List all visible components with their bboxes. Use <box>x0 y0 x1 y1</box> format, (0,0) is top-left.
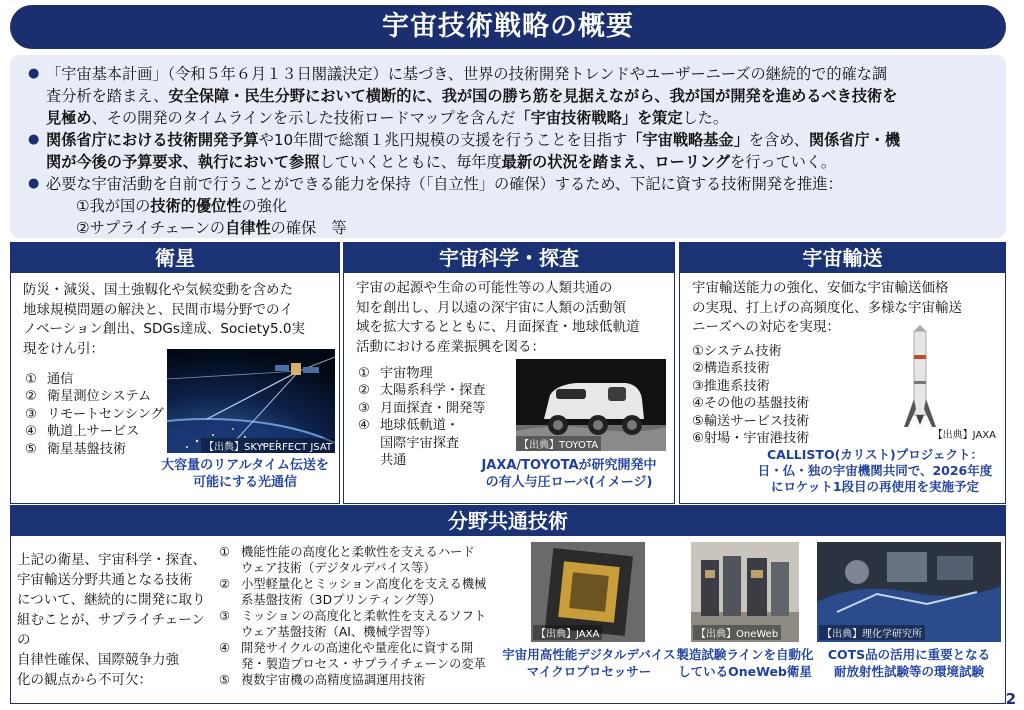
desc-line: 宇宙の起源や生命の可能性等の人類共通の <box>356 280 613 296</box>
caption-line: 大容量のリアルタイム伝送を <box>161 458 329 473</box>
bullet-3 <box>28 173 986 195</box>
image-credit: 【出典】TOYOTA <box>516 436 601 451</box>
desc-line: 域を拡大するとともに、月面探査・地球低軌道 <box>356 319 640 335</box>
sub-text: ②サプライチェーンの <box>76 219 226 237</box>
digital-device-image <box>531 542 645 642</box>
caption-line: 製造試験ラインを自動化 <box>676 647 814 662</box>
satellite-caption <box>151 457 339 491</box>
satellite-list <box>25 371 175 458</box>
science-header: 宇宙科学・探査 <box>344 243 674 273</box>
list-item <box>358 417 518 434</box>
list-item: ①システム技術 <box>692 344 782 359</box>
item-text: 宇宙物理 <box>380 366 433 381</box>
list-item <box>25 441 175 458</box>
sub-item-2 <box>28 217 986 239</box>
bullet-emphasis: 関が今後の予算要求、執行において参照 <box>46 153 320 171</box>
caption-line: の有人与圧ローバ(イメージ) <box>485 475 653 490</box>
list-item <box>219 544 509 576</box>
item-number: ③ <box>219 609 231 623</box>
item-text: 国際宇宙探査 <box>380 435 460 451</box>
item-text: 衛星測位システム <box>47 389 152 405</box>
item-number: ② <box>25 389 37 405</box>
desc-line: の実現、打上げの高頻度化、多様な宇宙輸送 <box>692 299 962 316</box>
satellite-panel <box>10 242 340 504</box>
caption-line: 可能にする光通信 <box>192 475 297 490</box>
transport-header: 宇宙輸送 <box>680 243 1005 273</box>
list-item: ⑥射場・宇宙港技術 <box>692 431 810 447</box>
item-number: ① <box>25 372 37 387</box>
satellite-description <box>11 273 339 359</box>
sub-emphasis: 技術的優位性 <box>150 197 242 215</box>
desc-line: 活動における産業振興を図る： <box>356 338 545 355</box>
item-line: 開発サイクルの高速化や量産化に資する開 <box>241 641 474 655</box>
desc-line: 宇宙輸送分野共通となる技術 <box>17 572 193 588</box>
common-tech-header: 分野共通技術 <box>11 506 1005 536</box>
list-item <box>219 576 509 608</box>
caption-line: COTS品の活用に重要となる <box>827 647 991 662</box>
item-text: 月面探査・開発等 <box>380 400 486 416</box>
list-item: ④その他の基盤技術 <box>692 396 810 412</box>
item-number <box>358 435 380 452</box>
caption-line: にロケット1段目の再使用を実施予定 <box>770 479 980 494</box>
item-line: 小型軽量化とミッション高度化を支える機械 <box>241 577 487 591</box>
item-text <box>241 576 486 608</box>
photo-caption <box>499 646 679 680</box>
item-text: 地球低軌道・ <box>380 418 460 434</box>
item-line: ウェア技術（デジタルデバイス等） <box>241 561 436 575</box>
transport-list <box>692 343 852 447</box>
list-item <box>358 365 518 382</box>
list-item <box>358 382 518 399</box>
desc-line: 自律性確保、国際競争力強 <box>17 652 179 668</box>
item-text: 軌道上サービス <box>47 424 140 440</box>
bullet-text: や10年間で総額１兆円規模の支援を行うことを目指す <box>258 131 628 149</box>
list-item: ②構造系技術 <box>692 361 770 377</box>
item-text: 衛星基盤技術 <box>47 441 127 457</box>
bullet-text: していくとともに、毎年度 <box>319 153 502 171</box>
list-item <box>219 608 509 640</box>
image-credit: 【出典】JAXA <box>533 625 602 640</box>
item-line: 機能性能の高度化と柔軟性を支えるハード <box>241 545 475 559</box>
list-item: ③推進系技術 <box>692 378 770 394</box>
desc-line: ニーズへの対応を実現： <box>692 319 840 335</box>
list-item <box>358 435 518 452</box>
image-credit: 【出典】理化学研究所 <box>819 625 925 640</box>
list-item <box>25 388 175 405</box>
rover-image <box>516 359 666 451</box>
bullet-emphasis: 関係省庁・機 <box>808 131 901 149</box>
bullet-text: 必要な宇宙活動を自前で行うことができる能力を保持（「自立性」の確保）するため、下記に資する技術開発を推進： <box>46 175 843 193</box>
transport-caption <box>746 447 1004 495</box>
list-item <box>25 371 175 388</box>
science-list <box>358 365 518 469</box>
list-item <box>25 423 175 440</box>
item-number: ② <box>219 577 231 591</box>
desc-line: 知を創出し、月以遠の深宇宙に人類の活動領 <box>356 299 626 316</box>
bullet-text: を含め、 <box>748 131 809 149</box>
list-item <box>358 400 518 417</box>
sub-emphasis: 自律性 <box>225 219 271 237</box>
overview-box <box>10 55 1006 238</box>
sub-text: の確保 等 <box>270 219 347 237</box>
satellite-header: 衛星 <box>11 243 339 273</box>
item-line: ウェア基盤技術（AI、機械学習等） <box>241 625 438 639</box>
list-item: ⑤輸送サービス技術 <box>692 413 810 429</box>
item-number: ⑤ <box>25 441 37 457</box>
item-text: リモートセンシング <box>47 406 164 422</box>
item-number: ⑤ <box>219 673 231 687</box>
desc-line: 防災・減災、国土強靱化や気候変動を含めた <box>23 282 293 298</box>
caption-line: CALLISTO(カリスト)プロジェクト： <box>766 447 983 462</box>
sub-text: ①我が国の <box>76 197 151 215</box>
image-credit: 【出典】OneWeb <box>693 625 781 640</box>
item-number: ③ <box>358 400 370 416</box>
page-title: 宇宙技術戦略の概要 <box>10 5 1006 49</box>
desc-line: ノベーション創出、SDGs達成、Society5.0実 <box>23 321 305 337</box>
bullet-emphasis: 「宇宙技術戦略」を策定 <box>515 109 683 127</box>
optical-communication-image <box>167 349 335 453</box>
sub-item-1 <box>28 195 986 217</box>
caption-line: 日・仏・独の宇宙機関共同で、2026年度 <box>757 463 993 478</box>
desc-line: 化の観点から不可欠： <box>17 672 152 688</box>
item-number <box>358 452 380 469</box>
bullet-emphasis: 最新の状況を踏まえ、ローリング <box>501 153 731 171</box>
item-number: ④ <box>25 424 37 440</box>
callisto-rocket-image <box>880 325 1000 445</box>
item-text: 共通 <box>380 453 407 469</box>
bullet-emphasis: 「宇宙戦略基金」 <box>627 131 749 149</box>
list-item <box>219 640 509 672</box>
bullet-text: 、その開発のタイムラインを示した技術ロードマップを含んだ <box>91 109 516 127</box>
item-number: ③ <box>25 406 37 422</box>
page-number: 2 <box>1005 690 1016 708</box>
item-number: ① <box>219 545 231 559</box>
item-line: 系基盤技術（3Dプリンティング等） <box>241 593 442 607</box>
common-tech-panel <box>10 505 1006 704</box>
science-panel <box>343 242 675 504</box>
item-text <box>241 608 486 640</box>
item-text <box>241 544 475 576</box>
bullet-emphasis: 見極め <box>46 109 92 127</box>
desc-line: 組むことが、サプライチェーンの <box>17 612 205 648</box>
list-item <box>25 406 175 423</box>
common-tech-description <box>17 550 217 690</box>
bullet-text: した。 <box>682 109 729 127</box>
item-text: 複数宇宙機の高精度協調運用技術 <box>241 673 426 687</box>
desc-line: 宇宙輸送能力の強化、安価な宇宙輸送価格 <box>692 280 949 296</box>
desc-line: について、継続的に開発に取り <box>17 592 206 608</box>
oneweb-line-image <box>691 542 799 642</box>
bullet-1 <box>28 63 986 129</box>
caption-line: JAXA/TOYOTAが研究開発中 <box>481 458 657 473</box>
bullet-2 <box>28 129 986 173</box>
caption-line: 耐放射性試験等の環境試験 <box>833 664 984 679</box>
photo-caption <box>675 646 815 680</box>
desc-line: 地球規模問題の解決と、民間市場分野でのイ <box>23 301 293 318</box>
item-text <box>241 640 486 672</box>
radiation-test-image <box>817 542 1001 642</box>
item-number: ② <box>358 383 370 399</box>
item-text: 通信 <box>47 372 74 387</box>
item-number: ④ <box>219 641 231 655</box>
item-line: 発・製造プロセス・サプライチェーンの変革 <box>241 657 486 671</box>
bullet-text: を行っていく。 <box>730 153 837 171</box>
science-caption <box>464 457 674 491</box>
bullet-text: 「宇宙基本計画」（令和５年６月１３日閣議決定）に基づき、世界の技術開発トレンドやユーザーニーズの継続的で的確な調 <box>46 65 888 83</box>
common-tech-list <box>219 544 509 688</box>
bullet-emphasis: 安全保障・民生分野において横断的に、我が国の勝ち筋を見据えながら、我が国が開発を進めるべき技術を <box>168 87 898 105</box>
science-description <box>344 273 674 357</box>
desc-line: 現をけん引： <box>23 340 104 357</box>
bullet-emphasis: 関係省庁における技術開発予算 <box>46 131 259 149</box>
bullet-text: 査分析を踏まえ、 <box>46 87 169 105</box>
list-item <box>219 672 509 688</box>
image-credit: 【出典】JAXA <box>932 430 996 441</box>
photo-caption <box>817 646 1001 680</box>
desc-line: 上記の衛星、宇宙科学・探査、 <box>17 552 206 568</box>
caption-line: 宇宙用高性能デジタルデバイス <box>502 647 676 662</box>
image-credit: 【出典】SKYPERFECT JSAT <box>201 438 335 453</box>
item-line: ミッションの高度化と柔軟性を支えるソフト <box>241 609 487 623</box>
item-text: 太陽系科学・探査 <box>380 383 486 399</box>
item-number: ① <box>358 366 370 381</box>
sub-text: の強化 <box>241 197 288 215</box>
caption-line: マイクロプロセッサー <box>526 664 652 679</box>
caption-line: しているOneWeb衛星 <box>678 664 812 679</box>
transport-panel <box>679 242 1006 504</box>
item-number: ④ <box>358 418 370 434</box>
